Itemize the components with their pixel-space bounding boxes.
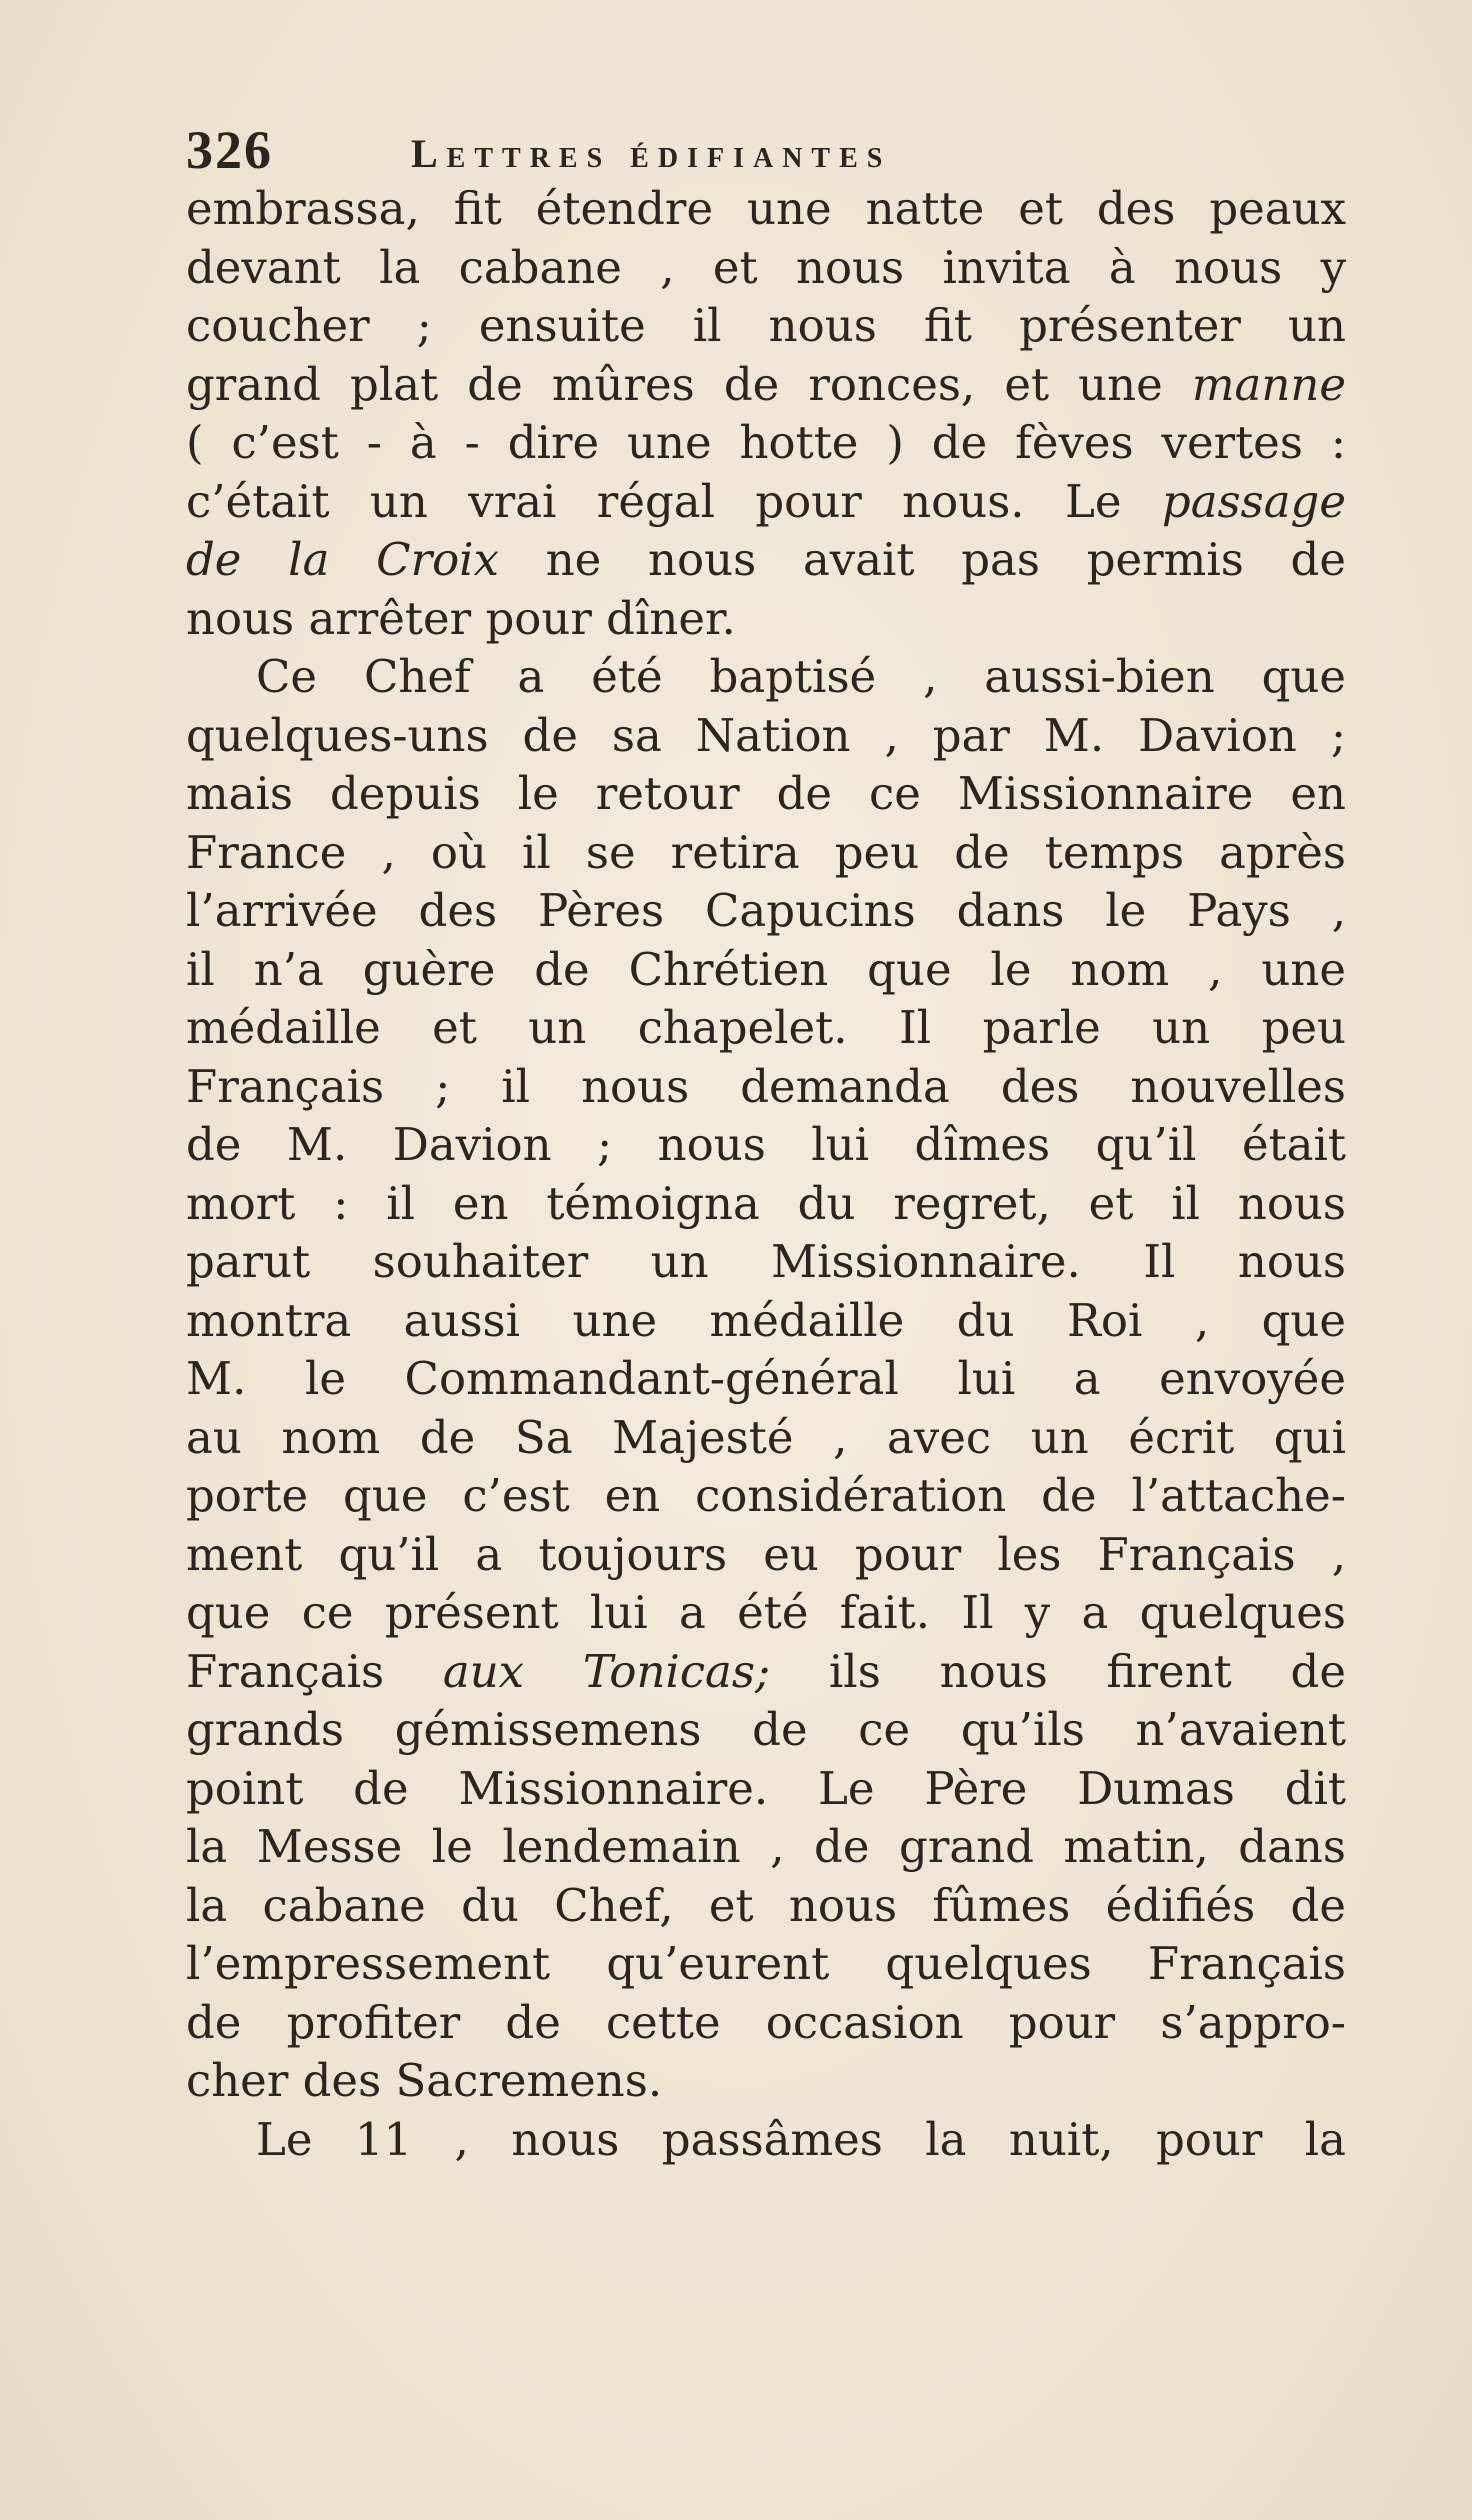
line-text: c’était un vrai régal pour nous. Le — [186, 474, 1162, 528]
line-text: mais depuis le retour de ce Missionnaire en — [186, 767, 1346, 820]
text-line — [186, 297, 1346, 356]
line-text: embrassa, fit étendre une natte et des peaux — [186, 182, 1346, 235]
text-line — [186, 1467, 1346, 1526]
text-line — [186, 1526, 1346, 1585]
text-line — [186, 824, 1346, 883]
line-text: coucher ; ensuite il nous fit présenter un — [186, 299, 1346, 352]
text-line — [186, 648, 1346, 707]
line-text: ils nous firent de — [770, 1644, 1346, 1698]
text-line — [186, 1233, 1346, 1292]
text-line — [186, 1292, 1346, 1351]
line-text: Le 11 , nous passâmes la nuit, pour la — [256, 2112, 1346, 2166]
text-line — [186, 1058, 1346, 1117]
line-text: mort : il en témoigna du regret, et il nous — [186, 1176, 1346, 1230]
page-header — [186, 120, 1346, 180]
text-line — [186, 882, 1346, 941]
italic-text: manne — [1191, 357, 1346, 411]
line-text: cher des Sacremens. — [186, 2054, 663, 2107]
text-line — [186, 239, 1346, 298]
text-line — [186, 765, 1346, 824]
line-text: montra aussi une médaille du Roi , que — [186, 1293, 1346, 1347]
text-line — [186, 1409, 1346, 1468]
text-line — [186, 1584, 1346, 1643]
line-text: la Messe le lendemain , de grand matin, dans — [186, 1820, 1346, 1873]
text-line — [186, 2111, 1346, 2170]
italic-text: aux Tonicas; — [442, 1644, 771, 1698]
text-line — [186, 941, 1346, 1000]
text-line — [186, 414, 1346, 473]
line-text: quelques-uns de sa Nation , par M. Davion ; — [186, 708, 1346, 762]
line-text: il n’a guère de Chrétien que le nom , une — [186, 942, 1346, 996]
text-line — [186, 1116, 1346, 1175]
line-text: parut souhaiter un Missionnaire. Il nous — [186, 1235, 1346, 1288]
text-line — [186, 1994, 1346, 2053]
text-line — [186, 1760, 1346, 1819]
italic-text: de la Croix — [186, 533, 499, 586]
text-line — [186, 2052, 1346, 2111]
line-text: de M. Davion ; nous lui dîmes qu’il était — [186, 1118, 1346, 1171]
line-text: Français — [186, 1644, 443, 1698]
text-line — [186, 1818, 1346, 1877]
text-line — [186, 1175, 1346, 1234]
line-text: de profiter de cette occasion pour s’appro- — [186, 1995, 1346, 2049]
text-line — [186, 531, 1346, 590]
text-line — [186, 1350, 1346, 1409]
text-line — [186, 707, 1346, 766]
line-text: ment qu’il a toujours eu pour les Français , — [186, 1527, 1346, 1581]
text-line — [186, 1935, 1346, 1994]
line-text: l’arrivée des Pères Capucins dans le Pays , — [186, 884, 1346, 937]
text-line — [186, 590, 1346, 649]
text-line — [186, 473, 1346, 532]
text-line — [186, 1877, 1346, 1936]
line-text: médaille et un chapelet. Il parle un peu — [186, 1001, 1346, 1054]
text-line — [186, 356, 1346, 415]
line-text: devant la cabane , et nous invita à nous y — [186, 240, 1346, 294]
text-line — [186, 1643, 1346, 1702]
line-text: point de Missionnaire. Le Père Dumas dit — [186, 1761, 1346, 1815]
line-text: Français ; il nous demanda des nouvelles — [186, 1059, 1346, 1113]
body-text — [186, 180, 1346, 2169]
line-text: M. le Commandant-général lui a envoyée — [186, 1352, 1346, 1405]
text-line — [186, 180, 1346, 239]
line-text: porte que c’est en considération de l’attache- — [186, 1469, 1346, 1522]
line-text: Ce Chef a été baptisé , aussi-bien que — [256, 650, 1346, 703]
italic-text: passage — [1161, 474, 1346, 528]
line-text: grand plat de mûres de ronces, et une — [186, 357, 1192, 411]
line-text: l’empressement qu’eurent quelques Français — [186, 1937, 1346, 1990]
running-title: Lettres édifiantes — [411, 131, 892, 176]
line-text: France , où il se retira peu de temps après — [186, 825, 1346, 879]
line-text: que ce présent lui a été fait. Il y a quelques — [186, 1586, 1346, 1639]
line-text: au nom de Sa Majesté , avec un écrit qui — [186, 1410, 1346, 1464]
text-line — [186, 999, 1346, 1058]
line-text: grands gémissemens de ce qu’ils n’avaient — [186, 1703, 1346, 1756]
line-text: la cabane du Chef, et nous fûmes édifiés de — [186, 1878, 1346, 1932]
page-number: 326 — [186, 120, 273, 180]
text-line — [186, 1701, 1346, 1760]
line-text: ne nous avait pas permis de — [498, 533, 1346, 586]
line-text: ( c’est - à - dire une hotte ) de fèves vertes : — [186, 416, 1346, 469]
line-text: nous arrêter pour dîner. — [186, 591, 736, 645]
